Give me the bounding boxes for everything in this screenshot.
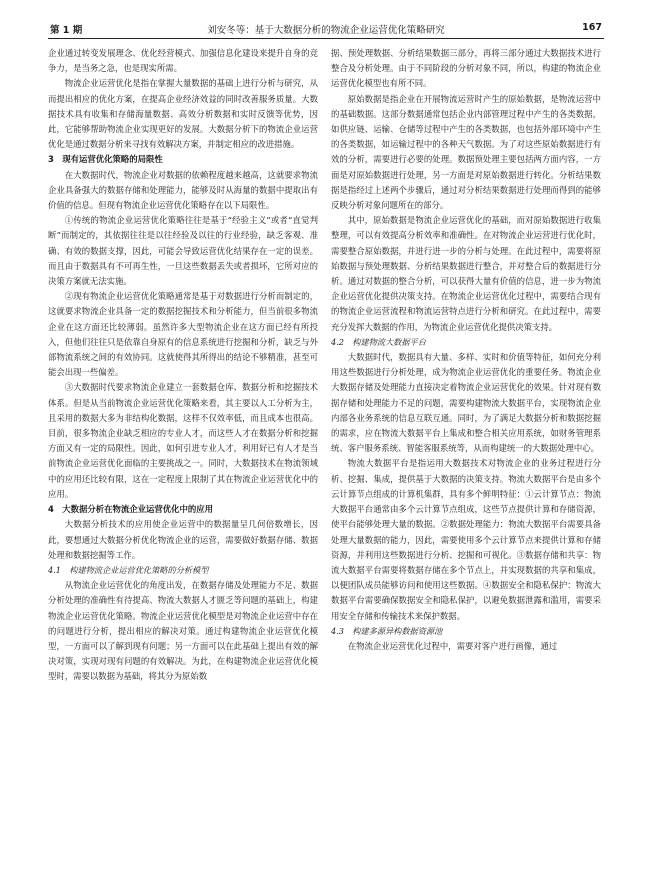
right-column (331, 46, 601, 882)
running-title: 刘安冬等：基于大数据分析的物流企业运营优化策略研究 (207, 25, 445, 36)
subsection-heading-4-3: 4.3 构建多源异构数据资源池 (331, 625, 443, 636)
paragraph: 物流大数据平台是指运用大数据技术对物流企业的业务过程进行分析、挖掘、集成，提供基于大数据的决策支持。物流大数据平台是由多个云计算节点组成的计算机集群，具有多个鲜明特征：①云计算节点：物流大数据平台通常由多个云计算节点组成，这些节点提供计算和存储资源，使平台能够处理大量的数据。②数据处理能力：物流大数据平台需要具备处理大量数据的能力，因此，需要使用多个云计算节点来提供计算和存储资源，并利用这些数据进行分析、挖掘和可视化。③数据存储和共享：物流大数据平台需要将数据存储在多个节点上，并实现数据的共享和集成，以便团队成员能够访问和使用这些数据。④数据安全和隐私保护：物流大数据平台需要确保数据安全和隐私保护，以避免数据泄露和滥用，需要采用安全存储和传输技术来保护数据。 (331, 458, 601, 621)
paragraph: 在物流企业运营优化过程中，需要对客户进行画像，通过 (347, 640, 558, 651)
paragraph: 在大数据时代，物流企业对数据的依赖程度越来越高，这就要求物流企业具备强大的数据存储和处理能力，能够及时从海量的数据中提取出有价值的信息。但现有物流企业运营优化策略存在以下局限性。 (48, 169, 318, 211)
paragraph: 企业通过转变发展理念、优化经营模式、加强信息化建设来提升自身的竞争力，是当务之急，也是现实所需。 (48, 48, 318, 74)
paragraph: 物流企业运营优化是指在掌握大量数据的基础上进行分析与研究，从而提出相应的优化方案，在提高企业经济效益的同时改善服务质量。大数据技术具有收集和存储海量数据、高效分析数据和实时反馈等优势，因此，它能够帮助物流企业实现更好的发展。大数据分析下的物流企业运营优化是通过数据分析来寻找有效解决方案，并制定相应的改进措施。 (48, 78, 318, 150)
paragraph: 大数据时代，数据具有大量、多样、实时和价值等特征，如何充分利用这些数据进行分析处理，成为物流企业运营优化的重要任务。物流企业大数据存储及处理能力直接决定着物流企业运营优化的效果。针对现有数据存储和处理能力不足的问题，需要构建物流大数据平台，实现物流企业内部各业务系统的信息互联互通。同时，为了满足大数据分析和数据挖掘的需求，应在物流大数据平台上集成和整合相关应用系统，如财务管理系统、客户服务系统、智能客服系统等，从而构建统一的大数据处理中心。 (331, 352, 601, 454)
paragraph: ③大数据时代要求物流企业建立一套数据仓库、数据分析和挖掘技术体系。但是从当前物流企业运营优化策略来看，其主要以人工分析为主，且采用的数据大多为非结构化数据，这样不仅效率低，而且成本也很高。目前，很多物流企业缺乏相应的专业人才，而这些人才在数据分析和挖掘方面又有一定的局限性。因此，如何引进专业人才，利用好已有人才是当前物流企业运营优化面临的主要挑战之一。同时，大数据技术在物流领域中的应用还比较有限，这在一定程度上限制了其在物流企业运营优化中的应用。 (48, 382, 318, 499)
paragraph: 据、预处理数据、分析结果数据三部分，再将三部分通过大数据技术进行整合及分析处理。由于不同阶段的分析对象不同，所以，构建的物流企业运营优化模型也有所不同。 (331, 48, 601, 89)
subsection-heading-4-2: 4.2 构建物流大数据平台 (331, 336, 426, 347)
paragraph: 原始数据是指企业在开展物流运营时产生的原始数据，是物流运营中的基础数据。这部分数据通常包括企业内部管理过程中产生的各类数据，如供应链、运输、仓储等过程中产生的各类数据，也包括外部环境中产生的各类数据，如运输过程中的各种天气数据。为了对这些原始数据进行有效的分析，需要进行必要的处理。数据预处理主要包括两方面内容，一方面是对原始数据进行处理，另一方面是对原始数据进行转化。分析结果数据是指经过上述两个步骤后，通过对分析结果数据进行处理而得到的能够反映分析对象问题所在的部分。 (331, 93, 601, 211)
issue-number: 第 1 期 (50, 25, 83, 36)
paragraph: ①传统的物流企业运营优化策略往往是基于“经验主义”或者“直觉判断”而制定的，其依据往往是以往经验及以往的行业经验，缺乏客观、准确、有效的数据支撑，因此，可能会导致运营优化结果存在一定的误差。而且由于数据具有不可再生性，一旦这些数据丢失或者损坏，它所对应的决策方案就无法实施。 (48, 215, 318, 287)
left-column (48, 46, 318, 882)
running-header (48, 20, 604, 39)
paragraph: 其中，原始数据是物流企业运营优化的基础，而对原始数据进行收集整理，可以有效提高分析效率和准确性。在对物流企业运营进行优化时，需要整合原始数据，并进行进一步的分析与处理。在此过程中，需要将原始数据与预处理数据、分析结果数据进行整合，并对整合后的数据进行分析。通过对数据的整合分析，可以获得大量有价值的信息，进一步为物流企业运营优化提供决策支持。在物流企业运营优化过程中，需要结合现有的物流企业运营流程和物流运营特点进行分析和研究。在此过程中，需要充分发挥大数据的作用，为物流企业运营优化提供决策支持。 (331, 215, 601, 332)
paragraph: 大数据分析技术的应用使企业运营中的数据量呈几何倍数增长，因此，要想通过大数据分析优化物流企业的运营，需要做好数据存储、数据处理和数据挖掘等工作。 (48, 519, 318, 560)
page-number: 167 (582, 22, 602, 33)
section-heading-3: 3 现有运营优化策略的局限性 (48, 154, 163, 165)
section-heading-4: 4 大数据分析在物流企业运营优化中的应用 (48, 504, 213, 515)
subsection-heading-4-1: 4.1 构建物流企业运营优化策略的分析模型 (48, 564, 209, 575)
paragraph: 从物流企业运营优化的角度出发，在数据存储及处理能力不足、数据分析处理的准确性有待提高、物流大数据人才匮乏等问题的基础上，构建物流企业运营优化策略。物流企业运营优化模型是对物流企业运营中存在的问题进行分析，提出相应的解决对策。通过构建物流企业运营优化模型，一方面可以了解到现有问题；另一方面可以在此基础上提出有效的解决对策，实现对现有问题的有效解决。为此，在构建物流企业运营优化模型时，需要以数据为基础，将其分为原始数 (48, 580, 318, 682)
paragraph: ②现有物流企业运营优化策略通常是基于对数据进行分析而制定的，这就要求物流企业具备一定的数据挖掘技术和分析能力，但当前很多物流企业在这方面还比较薄弱。虽然许多大型物流企业在这方面已经有所投入，但他们往往只是依靠自身原有的信息系统进行挖掘和分析，缺乏与外部物流系统之间的有效协同。这就使得其所得出的结论不够精准，甚至可能会出现一些偏差。 (48, 291, 318, 378)
